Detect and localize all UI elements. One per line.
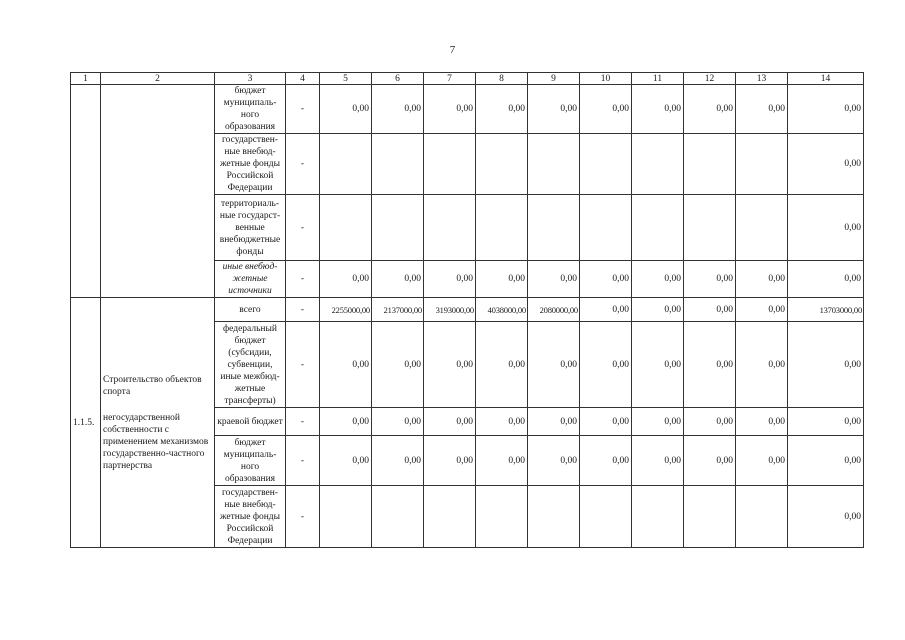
col4-cell: - (286, 261, 320, 298)
value-cell (632, 195, 684, 261)
item-number-cell (71, 85, 101, 298)
value-cell: 0,00 (528, 85, 580, 134)
value-cell: 0,00 (736, 298, 788, 322)
value-cell: 0,00 (424, 408, 476, 436)
column-header-13: 13 (736, 73, 788, 85)
value-cell: 4038000,00 (476, 298, 528, 322)
value-cell: 0,00 (736, 85, 788, 134)
value-cell: 0,00 (684, 85, 736, 134)
value-cell: 0,00 (580, 261, 632, 298)
item-name-line1: Строительство объектов спорта (103, 374, 202, 397)
value-cell (580, 486, 632, 548)
column-header-2: 2 (101, 73, 215, 85)
value-cell: 0,00 (632, 322, 684, 408)
value-cell: 0,00 (684, 436, 736, 486)
column-header-11: 11 (632, 73, 684, 85)
value-cell: 0,00 (320, 322, 372, 408)
value-cell (372, 134, 424, 195)
value-cell (684, 486, 736, 548)
value-cell: 0,00 (632, 85, 684, 134)
value-cell: 0,00 (580, 322, 632, 408)
value-cell: 0,00 (788, 195, 864, 261)
item-name-line2: негосударственной собственности с применением механизмов государственно-частного партнерства (103, 412, 209, 471)
value-cell: 0,00 (528, 322, 580, 408)
value-cell: 0,00 (320, 408, 372, 436)
value-cell (684, 134, 736, 195)
value-cell: 0,00 (372, 261, 424, 298)
column-header-7: 7 (424, 73, 476, 85)
value-cell (476, 195, 528, 261)
value-cell (424, 486, 476, 548)
source-cell: территориаль-ные государст-венные внебюджетные фонды (215, 195, 286, 261)
value-cell: 0,00 (736, 261, 788, 298)
column-header-9: 9 (528, 73, 580, 85)
value-cell: 0,00 (684, 298, 736, 322)
value-cell (320, 486, 372, 548)
value-cell: 0,00 (736, 436, 788, 486)
col4-cell: - (286, 85, 320, 134)
value-cell: 13703000,00 (788, 298, 864, 322)
table-body (71, 73, 864, 548)
value-cell: 0,00 (372, 408, 424, 436)
item-number: 1.1.5. (71, 298, 101, 548)
column-header-12: 12 (684, 73, 736, 85)
source-cell: иные внебюд-жетные источники (215, 261, 286, 298)
value-cell: 0,00 (632, 298, 684, 322)
source-cell: бюджет муниципаль-ного образования (215, 85, 286, 134)
column-header-14: 14 (788, 73, 864, 85)
value-cell (632, 486, 684, 548)
value-cell: 0,00 (632, 408, 684, 436)
value-cell: 2080000,00 (528, 298, 580, 322)
value-cell: 0,00 (684, 261, 736, 298)
value-cell (320, 134, 372, 195)
value-cell: 0,00 (632, 261, 684, 298)
col4-cell: - (286, 436, 320, 486)
value-cell: 0,00 (684, 322, 736, 408)
value-cell (424, 195, 476, 261)
value-cell (476, 134, 528, 195)
value-cell: 0,00 (788, 134, 864, 195)
value-cell: 0,00 (372, 436, 424, 486)
budget-table (70, 72, 864, 548)
table-row (71, 85, 864, 134)
value-cell (580, 134, 632, 195)
table-row (71, 298, 864, 322)
value-cell (684, 195, 736, 261)
col4-cell: - (286, 298, 320, 322)
value-cell (736, 134, 788, 195)
source-cell: бюджет муниципаль-ного образования (215, 436, 286, 486)
value-cell: 0,00 (424, 322, 476, 408)
value-cell: 0,00 (632, 436, 684, 486)
value-cell: 0,00 (372, 322, 424, 408)
col4-cell: - (286, 322, 320, 408)
column-header-1: 1 (71, 73, 101, 85)
col4-cell: - (286, 486, 320, 548)
value-cell: 0,00 (476, 85, 528, 134)
value-cell: 0,00 (372, 85, 424, 134)
value-cell: 0,00 (788, 486, 864, 548)
col4-cell: - (286, 195, 320, 261)
value-cell: 2255000,00 (320, 298, 372, 322)
value-cell: 0,00 (580, 408, 632, 436)
source-cell: всего (215, 298, 286, 322)
value-cell: 0,00 (528, 261, 580, 298)
value-cell: 0,00 (580, 298, 632, 322)
item-name-cell (101, 85, 215, 298)
source-cell: краевой бюджет (215, 408, 286, 436)
value-cell (736, 195, 788, 261)
value-cell: 0,00 (684, 408, 736, 436)
value-cell: 0,00 (320, 436, 372, 486)
value-cell: 0,00 (580, 436, 632, 486)
value-cell: 0,00 (476, 322, 528, 408)
value-cell (736, 486, 788, 548)
value-cell: 0,00 (424, 261, 476, 298)
item-name-gap (103, 398, 212, 412)
value-cell: 0,00 (476, 261, 528, 298)
value-cell (528, 195, 580, 261)
source-cell: государствен-ные внебюд-жетные фонды Российской Федерации (215, 486, 286, 548)
page-number: 7 (449, 44, 456, 56)
value-cell: 0,00 (788, 85, 864, 134)
value-cell: 0,00 (788, 436, 864, 486)
value-cell: 0,00 (320, 261, 372, 298)
col4-cell: - (286, 408, 320, 436)
value-cell (528, 134, 580, 195)
value-cell: 0,00 (788, 408, 864, 436)
column-header-row (71, 73, 864, 85)
item-name (101, 298, 215, 548)
column-header-10: 10 (580, 73, 632, 85)
value-cell (372, 486, 424, 548)
column-header-3: 3 (215, 73, 286, 85)
source-cell: федеральный бюджет (субсидии, субвенции, иные межбюд-жетные трансферты) (215, 322, 286, 408)
value-cell: 0,00 (788, 322, 864, 408)
value-cell: 0,00 (320, 85, 372, 134)
value-cell: 0,00 (788, 261, 864, 298)
value-cell: 3193000,00 (424, 298, 476, 322)
value-cell: 0,00 (528, 408, 580, 436)
value-cell (580, 195, 632, 261)
value-cell (372, 195, 424, 261)
value-cell: 0,00 (476, 436, 528, 486)
value-cell (476, 486, 528, 548)
value-cell (424, 134, 476, 195)
value-cell: 0,00 (736, 322, 788, 408)
value-cell (528, 486, 580, 548)
value-cell: 0,00 (424, 85, 476, 134)
value-cell: 0,00 (528, 436, 580, 486)
value-cell: 0,00 (424, 436, 476, 486)
value-cell: 0,00 (476, 408, 528, 436)
column-header-6: 6 (372, 73, 424, 85)
col4-cell: - (286, 134, 320, 195)
column-header-4: 4 (286, 73, 320, 85)
value-cell: 0,00 (580, 85, 632, 134)
column-header-8: 8 (476, 73, 528, 85)
value-cell: 0,00 (736, 408, 788, 436)
source-cell: государствен-ные внебюд-жетные фонды Российской Федерации (215, 134, 286, 195)
value-cell: 2137000,00 (372, 298, 424, 322)
value-cell (632, 134, 684, 195)
value-cell (320, 195, 372, 261)
column-header-5: 5 (320, 73, 372, 85)
